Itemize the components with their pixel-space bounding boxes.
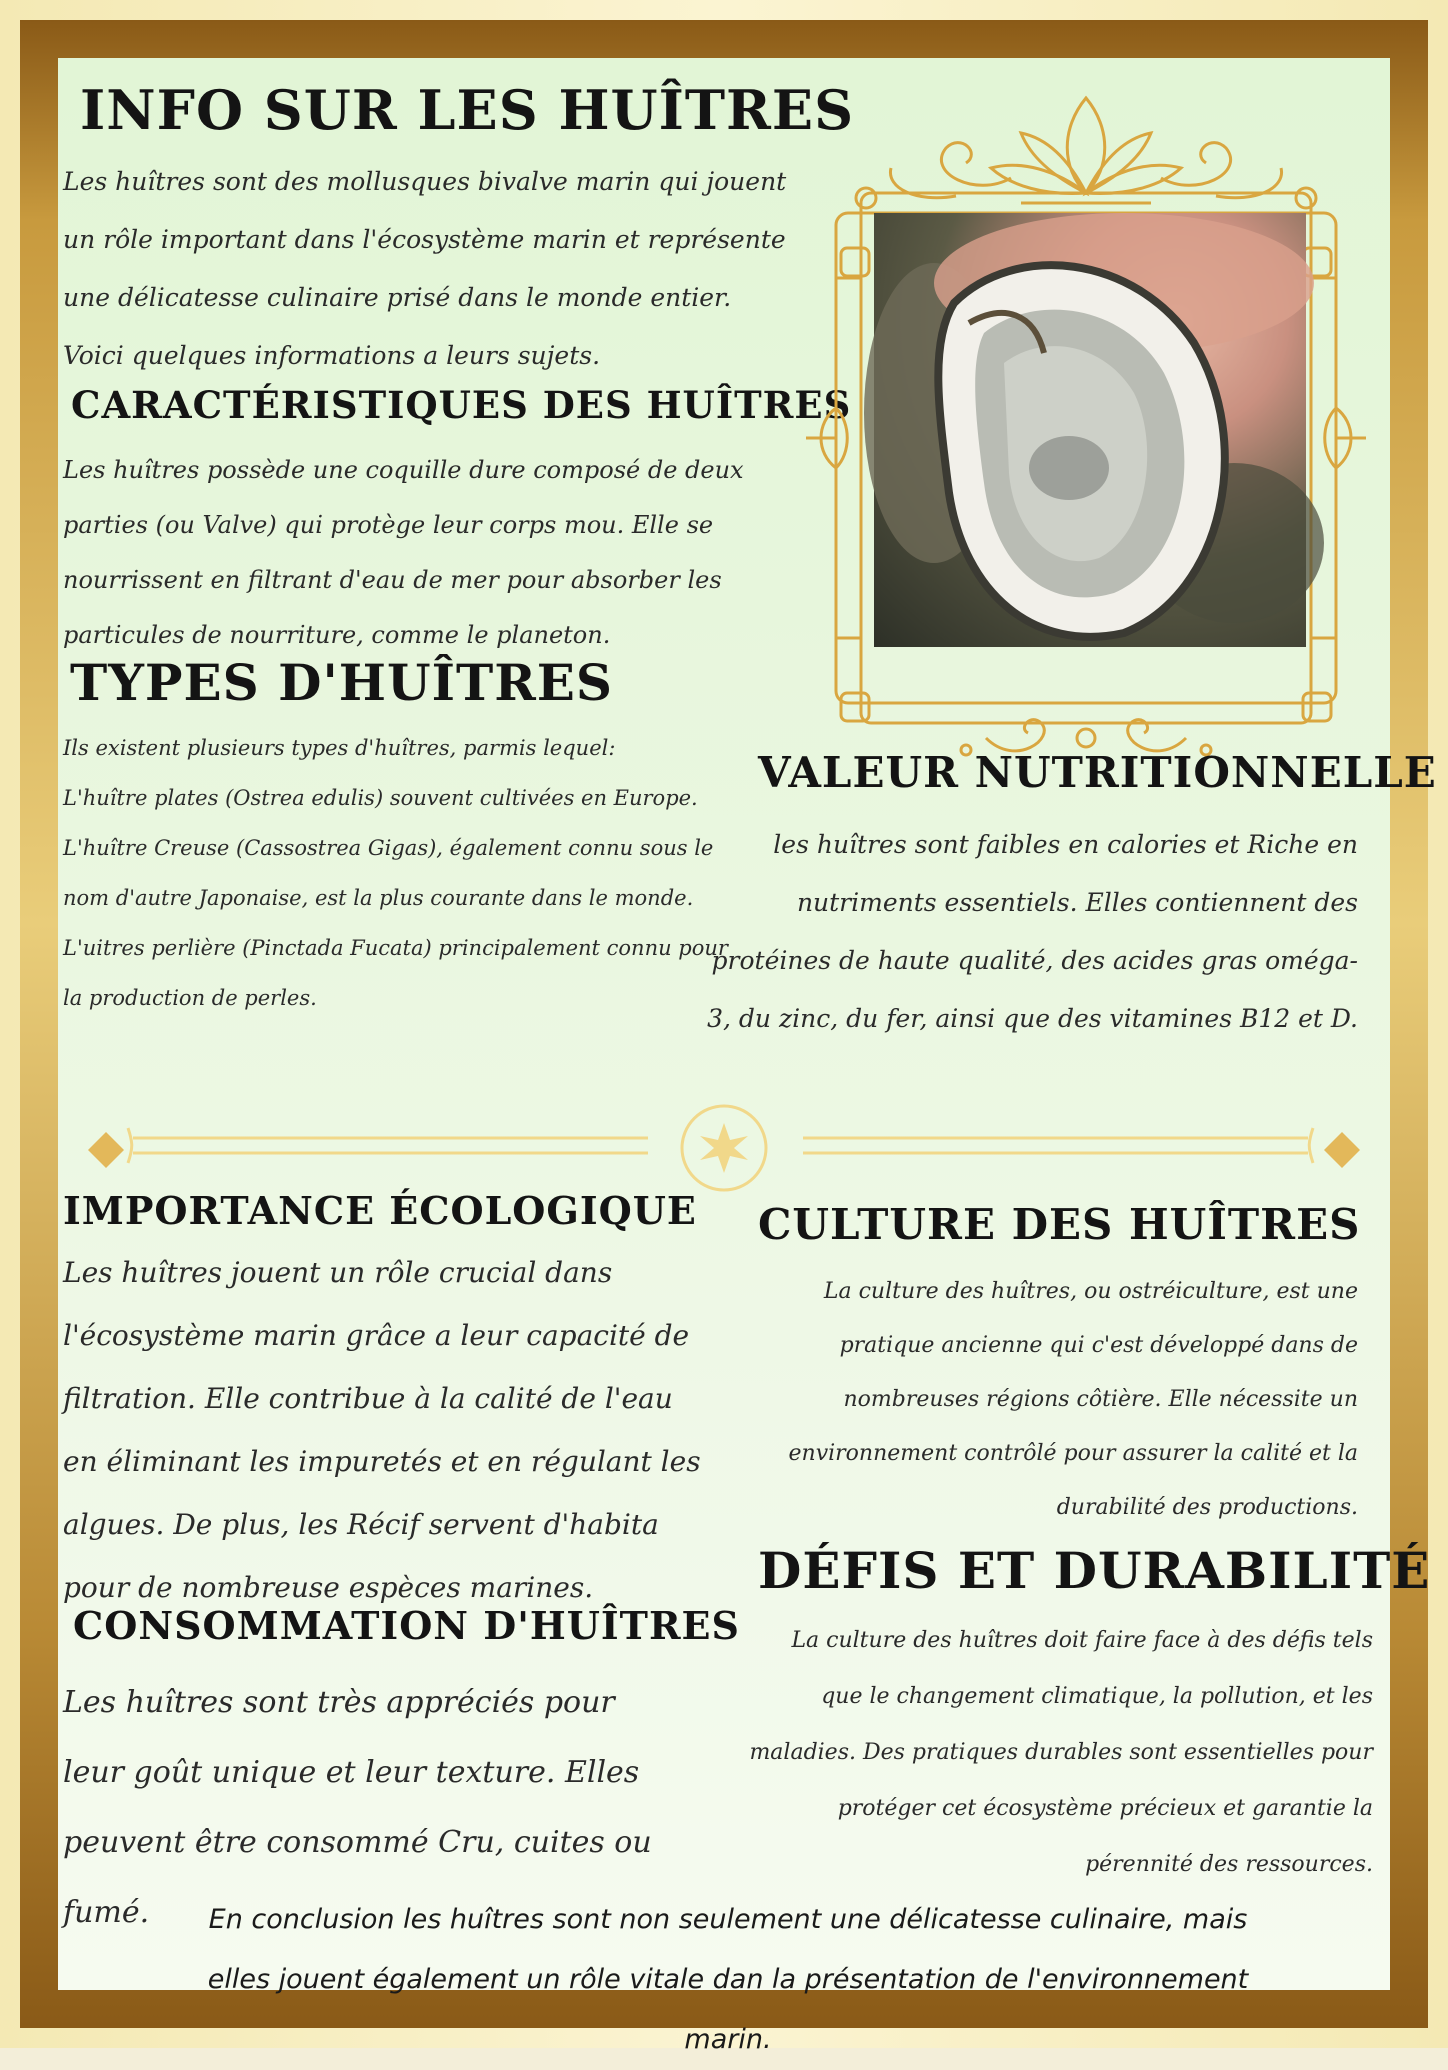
consommation-text: Les huîtres sont très appréciés pour leur goût unique et leur texture. Elles peuvent être consommé Cru, cuites ou fumé.: [63, 1685, 652, 1930]
caracteristiques-title: CARACTÉRISTIQUES DES HUÎTRES: [71, 383, 852, 427]
intro-title: INFO SUR LES HUÎTRES: [80, 78, 855, 142]
type-ostrea-edulis: L'huître plates (Ostrea edulis) souvent cultivées en Europe.: [63, 786, 698, 810]
ecologie-text: Les huîtres jouent un rôle crucial dans l'écosystème marin grâce a leur capacité de filtration. Elle contribue à la calité de l'eau en éliminant les impuretés et en régulant les algues. De plus, les Récif servent d'habita pour de nombreuse espèces marines.: [63, 1256, 701, 1604]
caracteristiques-text: Les huîtres possède une coquille dure composé de deux parties (ou Valve) qui protège leur corps mou. Elle se nourrissent en filtrant d'eau de mer pour absorber les particules de nourriture, comme le planeton.: [63, 456, 744, 649]
intro-text: Les huîtres sont des mollusques bivalve marin qui jouent un rôle important dans l'écosystème marin et représente une délicatesse culinaire prisé dans le monde entier. Voici quelques informations a leurs sujets.: [63, 167, 787, 370]
culture-text: La culture des huîtres, ou ostréiculture, est une pratique ancienne qui c'est développé dans de nombreuses régions côtière. Elle nécessite un environnement contrôlé pour assurer la calité et la durabilité des productions.: [788, 1279, 1358, 1520]
types-intro-line: Ils existent plusieurs types d'huîtres, parmis lequel:: [63, 736, 616, 760]
consommation-title: CONSOMMATION D'HUÎTRES: [73, 1603, 740, 1648]
nutrition-text: les huîtres sont faibles en calories et Riche en nutriments essentiels. Elles contiennent des protéines de haute qualité, des acides gras oméga-3, du zinc, du fer, ainsi que des vitamines B12 et D.: [707, 830, 1358, 1033]
defis-text: La culture des huîtres doit faire face à des défis tels que le changement climatique, la pollution, et les maladies. Des pratiques durables sont essentielles pour protéger cet écosystème précieux et garantie la pérennité des ressources.: [749, 1628, 1373, 1877]
culture-title: CULTURE DES HUÎTRES: [758, 1200, 1361, 1249]
oyster-photo-frame: [806, 78, 1366, 768]
oyster-photo: [874, 213, 1306, 647]
nutrition-title: VALEUR NUTRITIONNELLE: [758, 748, 1437, 797]
oyster-image-icon: [874, 213, 1306, 647]
type-crassostrea-gigas: L'huître Creuse (Cassostrea Gigas), également connu sous le nom d'autre Japonaise, est la plus courante dans le monde.: [63, 836, 714, 910]
conclusion-text: En conclusion les huîtres sont non seulement une délicatesse culinaire, mais elles jouent également un rôle vitale dan la présentation de l'environnement marin.: [207, 1904, 1249, 2055]
gold-frame: [20, 20, 1437, 2055]
type-pinctada-fucata: L'uitres perlière (Pinctada Fucata) principalement connu pour la production de perles.: [63, 936, 728, 1010]
types-list: [63, 723, 733, 1023]
defis-title: DÉFIS ET DURABILITÉ: [758, 1541, 1431, 1600]
types-title: TYPES D'HUÎTRES: [70, 653, 614, 712]
poster-content: [58, 58, 1437, 2055]
ecologie-title: IMPORTANCE ÉCOLOGIQUE: [63, 1188, 697, 1233]
ornamental-divider-icon: [58, 1088, 1390, 1198]
